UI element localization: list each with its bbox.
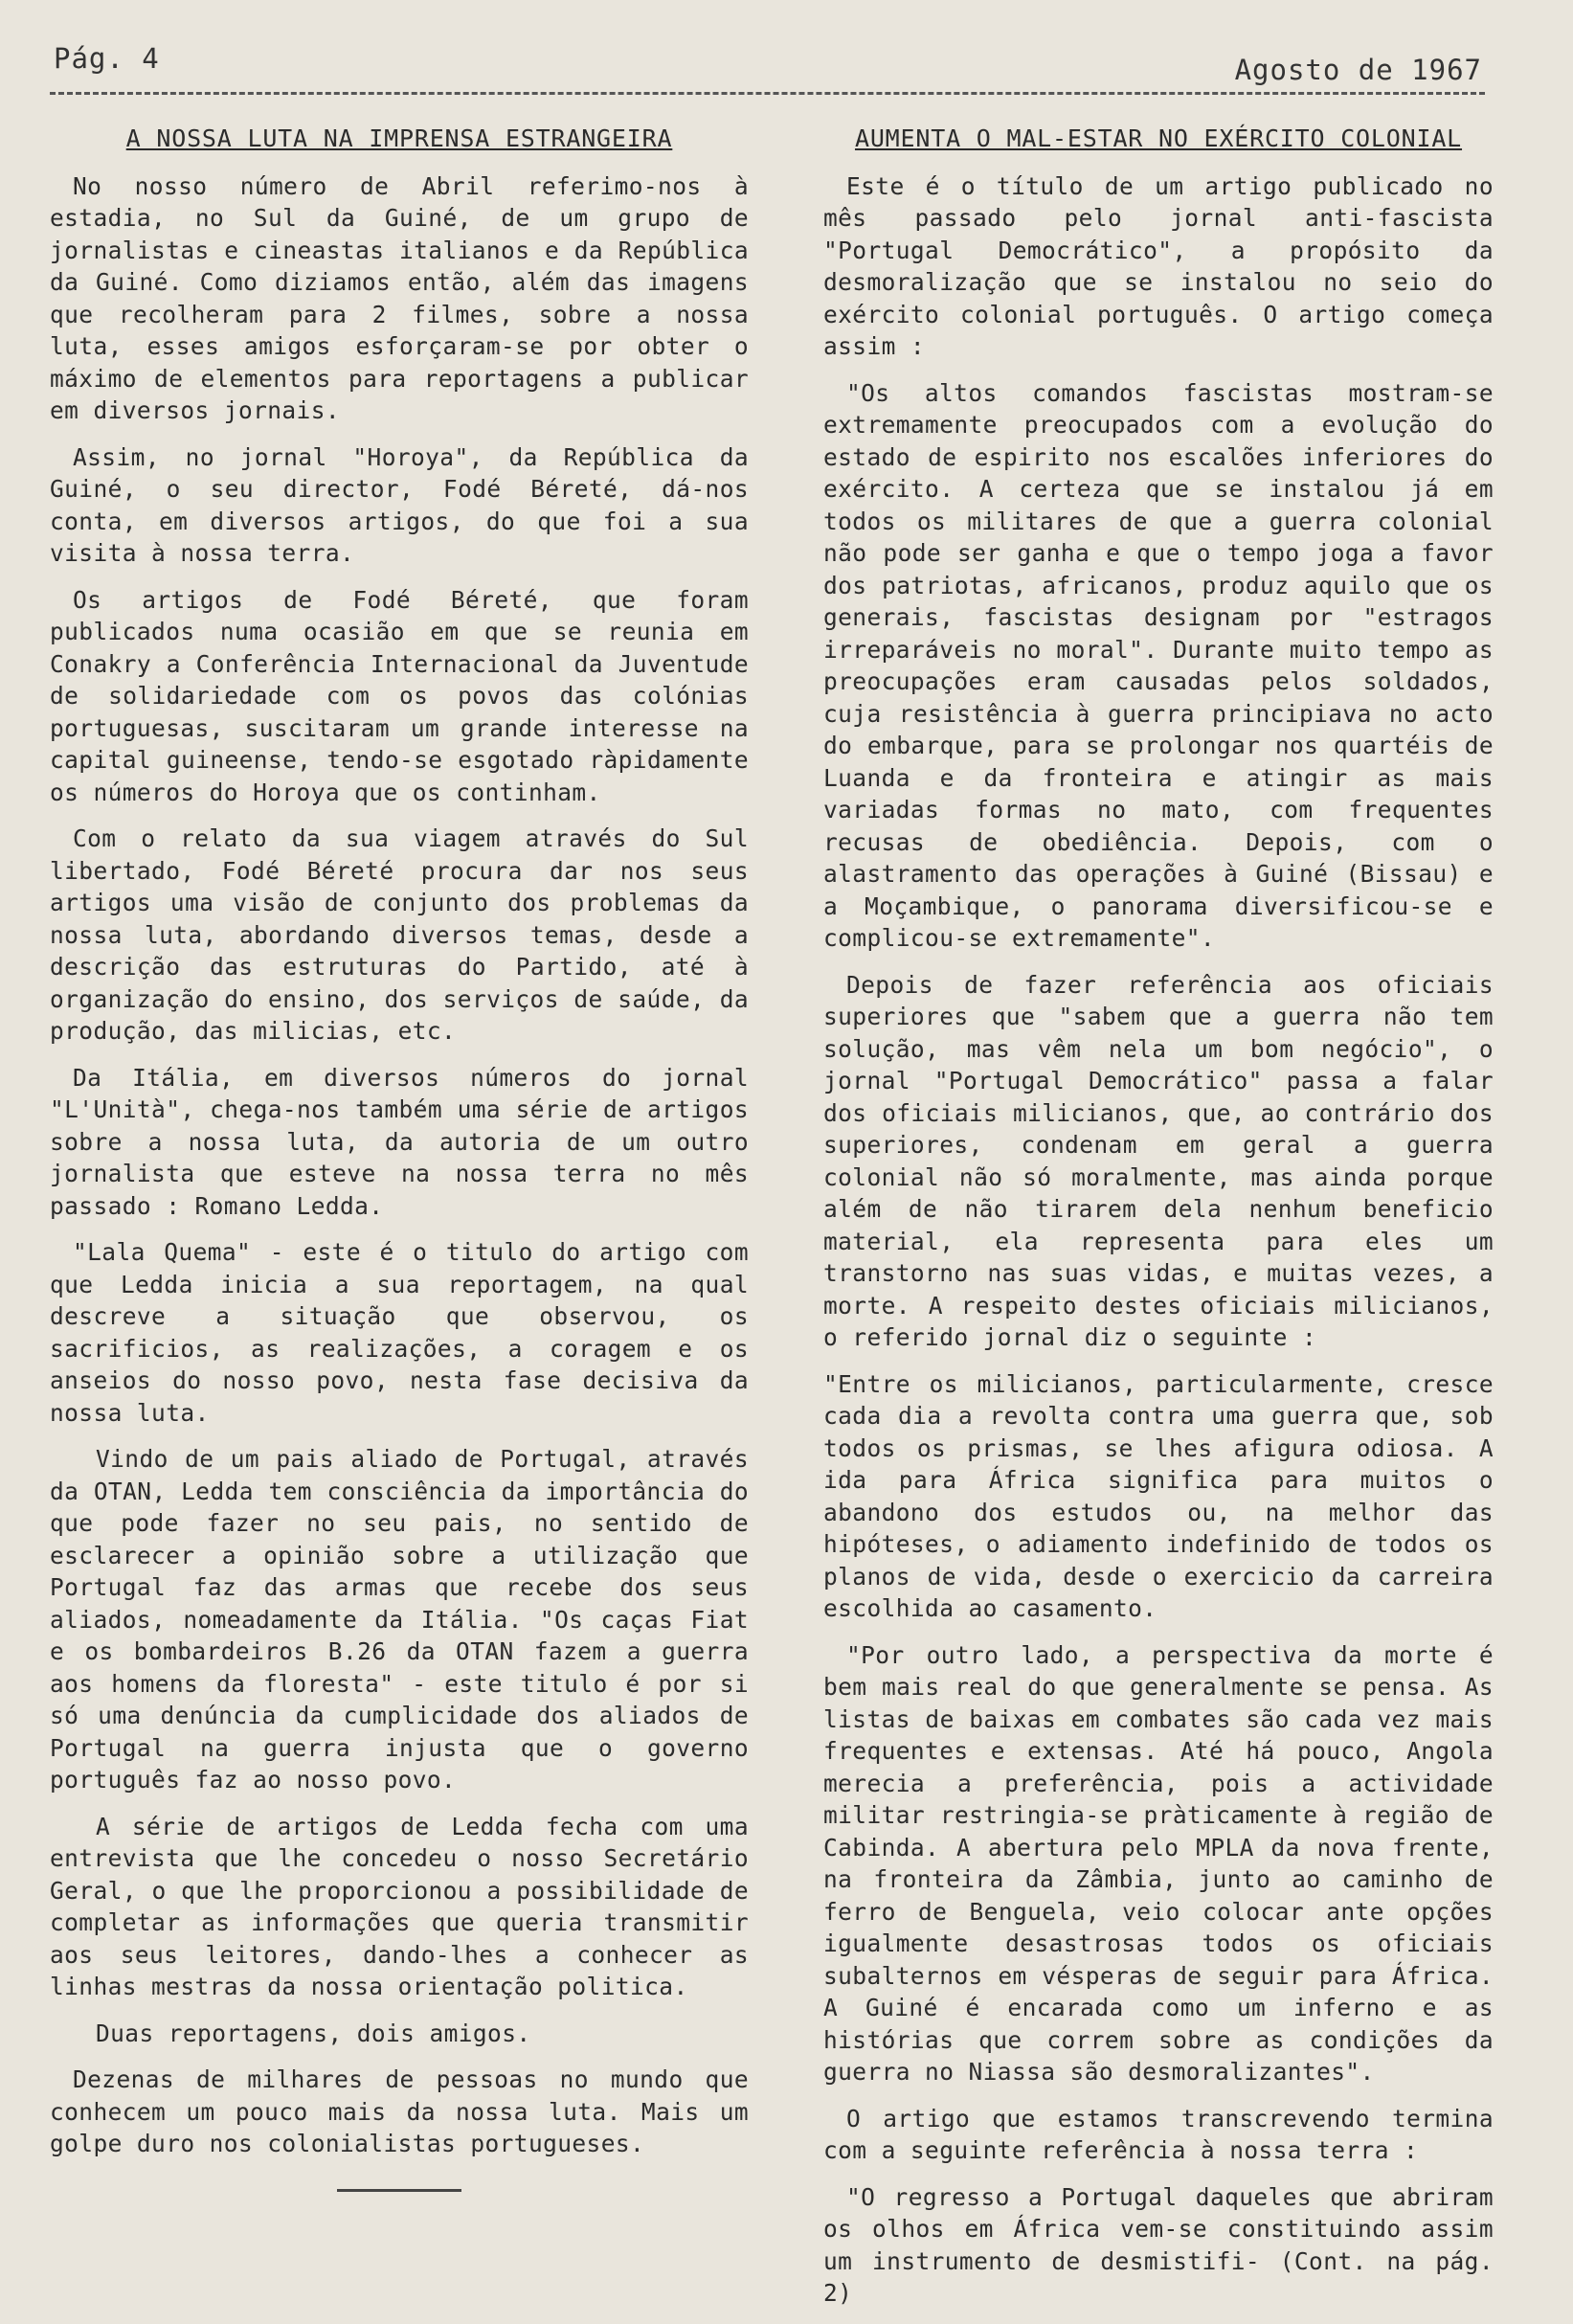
article-end-rule bbox=[337, 2189, 461, 2192]
page-number: Pág. 4 bbox=[54, 42, 160, 75]
article-paragraph: Dezenas de milhares de pessoas no mundo que conhecem um pouco mais da nossa luta. Mais um golpe duro nos colonialistas portugueses. bbox=[50, 2065, 749, 2157]
left-column-article bbox=[50, 123, 749, 2192]
article-title: AUMENTA O MAL-ESTAR NO EXÉRCITO COLONIAL bbox=[854, 124, 1463, 152]
article-paragraph: Da Itália, em diversos números do jornal "L'Unità", chega-nos também uma série de artigos sobre a nossa luta, da autoria de um outro jornalista que esteve na nossa terra no mês passado : Romano Ledda. bbox=[50, 1063, 749, 1220]
article-title: A NOSSA LUTA NA IMPRENSA ESTRANGEIRA bbox=[125, 124, 673, 152]
article-paragraph: Com o relato da sua viagem através do Sul libertado, Fodé Béreté procura dar nos seus artigos uma visão de conjunto dos problemas da nossa luta, abordando diversos temas, desde a descrição das estruturas do Partido, até à organização do ensino, dos serviços de saúde, da produção, das milicias, etc. bbox=[50, 824, 749, 1045]
article-paragraph: A série de artigos de Ledda fecha com uma entrevista que lhe concedeu o nosso Secretário Geral, o que lhe proporcionou a possibilidade de completar as informações que queria transmitir aos seus leitores, dando-lhes a conhecer as linhas mestras da nossa orientação politica. bbox=[50, 1812, 749, 2000]
article-paragraph: Vindo de um pais aliado de Portugal, através da OTAN, Ledda tem consciência da importância do que pode fazer no seu pais, no sentido de esclarecer a opinião sobre a utilização que Portugal faz das armas que recebe dos seus aliados, nomeadamente da Itália. "Os caças Fiat e os bombardeiros B.26 da OTAN fazem a guerra aos homens da floresta" - este titulo é por si só uma denúncia da cumplicidade dos aliados de Portugal na guerra injusta que o governo português faz ao nosso povo. bbox=[50, 1445, 749, 1794]
article-paragraph: Os artigos de Fodé Béreté, que foram publicados numa ocasião em que se reunia em Conakry a Conferência Internacional da Juventude de solidariedade com os povos das colónias portuguesas, suscitaram um grande interesse na capital guineense, tendo-se esgotado ràpidamente os números do Horoya que os continham. bbox=[50, 585, 749, 806]
article-paragraph: Duas reportagens, dois amigos. bbox=[96, 2019, 531, 2047]
issue-date: Agosto de 1967 bbox=[1234, 54, 1482, 86]
article-paragraph: Este é o título de um artigo publicado no mês passado pelo jornal anti-fascista "Portugal Democrático", a propósito da desmoralização que se instalou no seio do exército colonial português. O artigo começa assim : bbox=[823, 171, 1494, 360]
article-paragraph: Depois de fazer referência aos oficiais superiores que "sabem que a guerra não tem solução, mas vêm nela um bom negócio", o jornal "Portugal Democrático" passa a falar dos oficiais milicianos, que, ao contrário dos superiores, condenam em geral a guerra colonial não só moralmente, mas ainda porque além de não tirarem dela nenhum beneficio material, ela representa para eles um transtorno nas suas vidas, e muitas vezes, a morte. A respeito destes oficiais milicianos, o referido jornal diz o seguinte : bbox=[823, 970, 1494, 1351]
article-paragraph: Assim, no jornal "Horoya", da República da Guiné, o seu director, Fodé Béreté, dá-nos conta, em diversos artigos, do que foi a sua visita à nossa terra. bbox=[50, 442, 749, 567]
article-paragraph: O artigo que estamos transcrevendo termina com a seguinte referência à nossa terra : bbox=[823, 2104, 1494, 2164]
article-paragraph: "Os altos comandos fascistas mostram-se extremamente preocupados com a evolução do estado de espirito nos escalões inferiores do exército. A certeza que se instalou já em todos os militares de que a guerra colonial não pode ser ganha e que o tempo joga a favor dos patriotas, africanos, produz aquilo que os generais, fascistas designam por "estragos irreparáveis no moral". Durante muito tempo as preocupações eram causadas pelos soldados, cuja resistência à guerra principiava no acto do embarque, para se prolongar nos quartéis de Luanda e da fronteira e atingir as mais variadas formas no mato, com frequentes recusas de obediência. Depois, com o alastramento das operações à Guiné (Bissau) e a Moçambique, o panorama diversificou-se e complicou-se extremamente". bbox=[823, 378, 1494, 952]
header-divider bbox=[50, 92, 1485, 95]
right-column-article bbox=[823, 123, 1494, 2324]
article-paragraph: No nosso número de Abril referimo-nos à estadia, no Sul da Guiné, de um grupo de jornalistas e cineastas italianos e da República da Guiné. Como diziamos então, além das imagens que recolheram para 2 filmes, sobre a nossa luta, esses amigos esforçaram-se por obter o máximo de elementos para reportagens a publicar em diversos jornais. bbox=[50, 171, 749, 424]
article-paragraph: "Por outro lado, a perspectiva da morte é bem mais real do que generalmente se pensa. As listas de baixas em combates são cada vez mais frequentes e extensas. Até há pouco, Angola merecia a preferência, pois a actividade militar restringia-se pràticamente à região de Cabinda. A abertura pelo MPLA da nova frente, na fronteira da Zâmbia, junto ao caminho de ferro de Benguela, veio colocar ante opções igualmente desastrosas todos os oficiais subalternos em vésperas de seguir para África. A Guiné é encarada como um inferno e as histórias que correm sobre as condições da guerra no Niassa são desmoralizantes". bbox=[823, 1640, 1494, 2086]
article-paragraph: "Lala Quema" - este é o titulo do artigo com que Ledda inicia a sua reportagem, na qual descreve a situação que observou, os sacrificios, as realizações, a coragem e os anseios do nosso povo, nesta fase decisiva da nossa luta. bbox=[50, 1238, 749, 1427]
article-paragraph: "O regresso a Portugal daqueles que abriram os olhos em África vem-se constituindo assim um instrumento de desmistifi- (Cont. na pág. 2) bbox=[823, 2182, 1494, 2307]
article-paragraph: "Entre os milicianos, particularmente, cresce cada dia a revolta contra uma guerra que, sob todos os prismas, se lhes afigura odiosa. A ida para África significa para muitos o abandono dos estudos ou, na melhor das hipóteses, o adiamento indefinido de todos os planos de vida, desde o exercicio da carreira escolhida ao casamento. bbox=[823, 1369, 1494, 1622]
